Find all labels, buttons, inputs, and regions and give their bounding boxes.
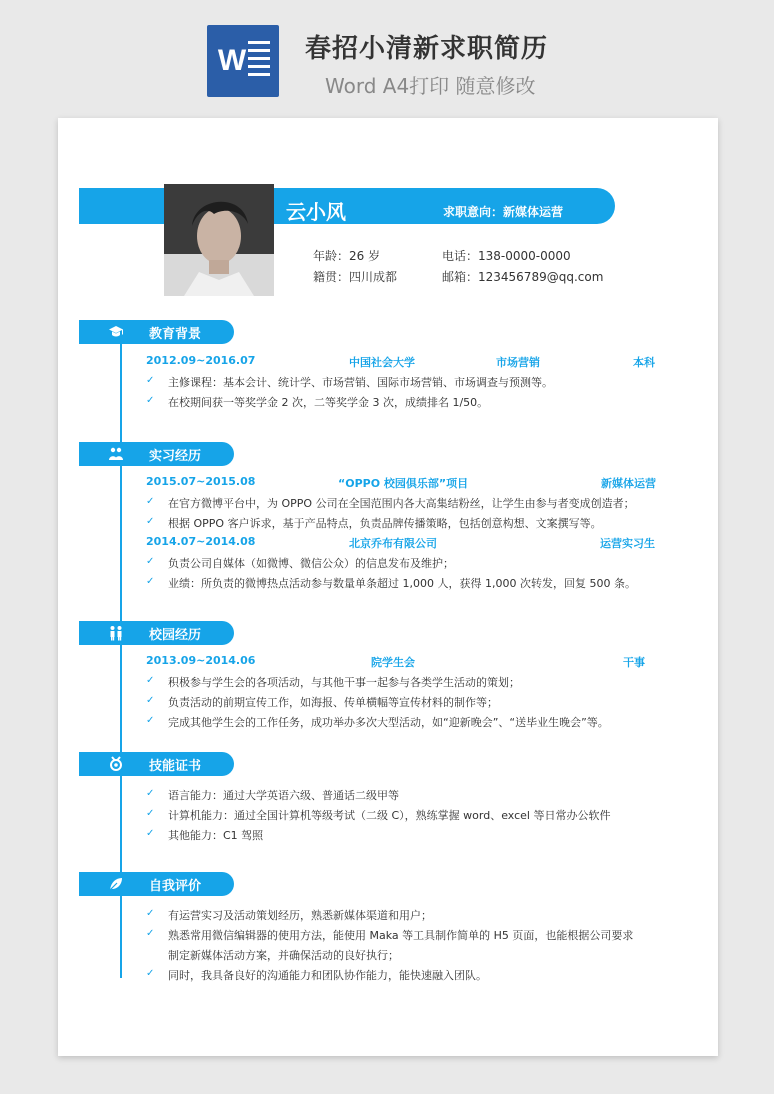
email-text: 邮箱：123456789@qq.com xyxy=(442,270,604,284)
leaf-icon xyxy=(108,876,124,892)
job-org: “OPPO 校园俱乐部”项目 xyxy=(338,477,469,490)
hometown-text: 籍贯：四川成都 xyxy=(313,270,398,284)
list-item: 同时，我具备良好的沟通能力和团队协作能力，能快速融入团队。 xyxy=(168,969,487,982)
check-icon: ✓ xyxy=(146,715,155,726)
list-item: 负责活动的前期宣传工作，如海报、传单横幅等宣传材料的制作等； xyxy=(168,696,498,709)
campus-date: 2013.09~2014.06 xyxy=(146,654,256,667)
job-role: 新媒体运营 xyxy=(601,477,656,490)
check-icon: ✓ xyxy=(146,908,155,919)
check-icon: ✓ xyxy=(146,516,155,527)
check-icon: ✓ xyxy=(146,695,155,706)
list-item: 根据 OPPO 客户诉求，基于产品特点，负责品牌传播策略，包括创意构想、文案撰写等。 xyxy=(168,517,602,530)
section-education-title: 教育背景 xyxy=(149,327,202,342)
job-intent: 求职意向：新媒体运营 xyxy=(443,205,564,219)
section-campus-header xyxy=(79,621,234,645)
avatar xyxy=(164,184,274,296)
section-education-header xyxy=(79,320,234,344)
list-item: 积极参与学生会的各项活动，与其他干事一起参与各类学生活动的策划； xyxy=(168,676,520,689)
education-major: 市场营销 xyxy=(496,356,540,369)
section-skills-header xyxy=(79,752,234,776)
list-item: 有运营实习及活动策划经历，熟悉新媒体渠道和用户； xyxy=(168,909,432,922)
education-degree: 本科 xyxy=(633,356,655,369)
word-logo-letter: W xyxy=(217,44,247,77)
section-skills-title: 技能证书 xyxy=(149,759,202,774)
age-text: 年龄：26 岁 xyxy=(313,249,381,263)
section-internship-title: 实习经历 xyxy=(149,449,202,464)
list-item: 熟悉常用微信编辑器的使用方法，能使用 Maka 等工具制作简单的 H5 页面，也能根据公司要求 xyxy=(168,929,634,942)
check-icon: ✓ xyxy=(146,395,155,406)
education-date: 2012.09~2016.07 xyxy=(146,354,256,367)
job-org: 北京乔布有限公司 xyxy=(349,537,437,550)
section-campus-title: 校园经历 xyxy=(149,628,202,643)
section-internship-header xyxy=(79,442,234,466)
job-role: 运营实习生 xyxy=(600,537,655,550)
check-icon: ✓ xyxy=(146,576,155,587)
campus-role: 干事 xyxy=(623,656,645,669)
check-icon: ✓ xyxy=(146,375,155,386)
graduation-cap-icon xyxy=(108,324,124,340)
word-logo-lines xyxy=(248,41,270,81)
list-item: 在校期间获一等奖学金 2 次，二等奖学金 3 次，成绩排名 1/50。 xyxy=(168,396,489,409)
check-icon: ✓ xyxy=(146,968,155,979)
list-item: 业绩：所负责的微博热点活动参与数量单条超过 1,000 人，获得 1,000 次转发，回复 500 条。 xyxy=(168,577,636,590)
phone-text: 电话：138-0000-0000 xyxy=(442,249,571,263)
list-item: 计算机能力：通过全国计算机等级考试（二级 C），熟练掌握 word、excel 等日常办公软件 xyxy=(168,809,611,822)
check-icon: ✓ xyxy=(146,556,155,567)
list-item: 主修课程：基本会计、统计学、市场营销、国际市场营销、市场调查与预测等。 xyxy=(168,376,553,389)
section-self-title: 自我评价 xyxy=(149,879,202,894)
list-item: 语言能力：通过大学英语六级、普通话二级甲等 xyxy=(168,789,399,802)
education-school: 中国社会大学 xyxy=(349,356,415,369)
check-icon: ✓ xyxy=(146,808,155,819)
check-icon: ✓ xyxy=(146,828,155,839)
list-item: 负责公司自媒体（如微博、微信公众）的信息发布及维护； xyxy=(168,557,454,570)
candidate-name: 云小风 xyxy=(286,200,346,224)
list-item-continued: 制定新媒体活动方案，并确保活动的良好执行； xyxy=(168,949,399,962)
campus-org: 院学生会 xyxy=(371,656,415,669)
check-icon: ✓ xyxy=(146,928,155,939)
people-icon xyxy=(108,625,124,641)
job-date: 2014.07~2014.08 xyxy=(146,535,256,548)
resume-page xyxy=(58,118,718,1056)
page-header xyxy=(0,0,774,110)
word-icon xyxy=(207,25,279,97)
page-title: 春招小清新求职简历 xyxy=(305,34,549,64)
page-subtitle: Word A4打印 随意修改 xyxy=(325,74,536,98)
list-item: 其他能力：C1 驾照 xyxy=(168,829,264,842)
check-icon: ✓ xyxy=(146,788,155,799)
check-icon: ✓ xyxy=(146,496,155,507)
list-item: 完成其他学生会的工作任务，成功举办多次大型活动，如“迎新晚会”、“送毕业生晚会”等。 xyxy=(168,716,609,729)
list-item: 在官方微博平台中，为 OPPO 公司在全国范围内各大高集结粉丝，让学生由参与者变成创造者； xyxy=(168,497,635,510)
job-date: 2015.07~2015.08 xyxy=(146,475,256,488)
section-self-header xyxy=(79,872,234,896)
check-icon: ✓ xyxy=(146,675,155,686)
medal-icon xyxy=(108,756,124,772)
team-icon xyxy=(108,446,124,462)
